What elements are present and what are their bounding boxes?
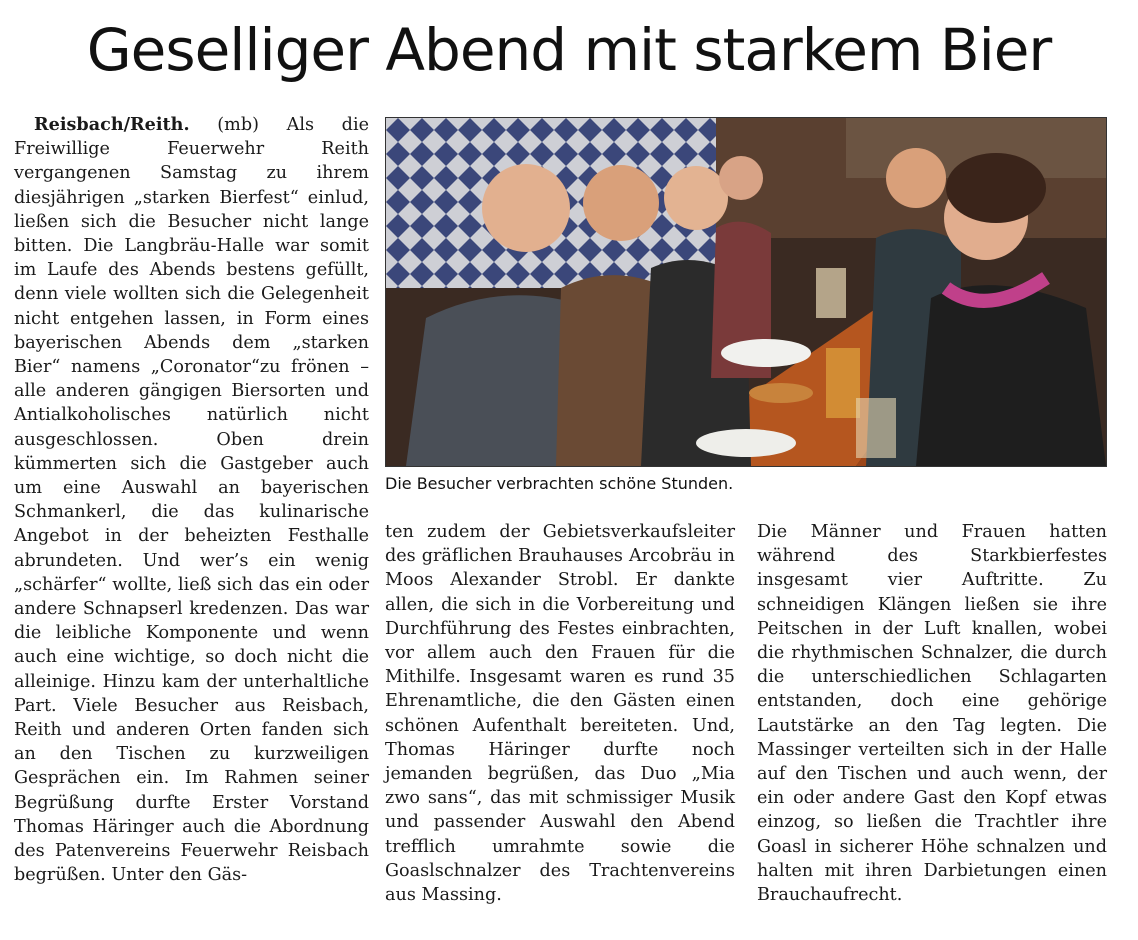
column-2-text: ten zudem der Gebietsverkaufsleiter des gräflichen Brauhauses Arcobräu in Moos Alexander Strobl. Er dankte allen, die sich in die Vorbereitung und Durchführung des Festes einbrachten, vor allem auch den Frauen für die Mithilfe. Insgesamt waren es rund 35 Ehrenamtliche, die den Gästen einen schönen Aufenthalt bereiteten. Und, Thomas Häringer durfte noch jemanden begrüßen, das Duo „Mia zwo sans“, das mit schmissiger Musik und passender Auswahl den Abend trefflich umrahmte sowie die Goaslschnalzer des Trachtenvereins aus Massing. [385, 522, 735, 906]
article-photo [385, 117, 1107, 467]
photo-caption: Die Besucher verbrachten schöne Stunden. [385, 474, 734, 493]
article-column-2 [385, 520, 735, 907]
photo-illustration [386, 118, 1106, 466]
column-3-text: Die Männer und Frauen hatten während des Starkbierfestes insgesamt vier Auftritte. Zu schneidigen Klängen ließen sie ihre Peitschen in der Luft knallen, wobei die rhythmischen Schnalzer, die durch die unterschiedlichen Schlagarten entstanden, doch eine gehörige Lautstärke an den Tag legten. Die Massinger verteilten sich in der Halle auf den Tischen und auch wenn, der ein oder andere Gast den Kopf etwas einzog, so ließen die Trachtler ihre Goasl in sicherer Höhe schnalzen und halten mit ihren Darbietungen einen Brauchaufrecht. [757, 522, 1107, 906]
article-column-3 [757, 520, 1107, 907]
headline: Geselliger Abend mit starkem Bier [86, 16, 1052, 84]
dateline: Reisbach/Reith. [34, 114, 190, 135]
lead-paragraph [14, 113, 369, 888]
lead-text: (mb) Als die Freiwillige Feuerwehr Reith vergangenen Samstag zu ihrem diesjährigen „starken Bierfest“ einlud, ließen sich die Besucher nicht lange bitten. Die Langbräu-Halle war somit im Laufe des Abends bestens gefüllt, denn viele wollten sich die Gelegenheit nicht entgehen lassen, in Form eines bayerischen Abends dem „starken Bier“ namens „Coronator“zu frönen – alle anderen gängigen Biersorten und Antialkoholisches natürlich nicht ausgeschlossen. Oben drein kümmerten sich die Gastgeber auch um eine Auswahl an bayerischen Schmankerl, die das kulinarische Angebot in der beheizten Festhalle abrundeten. Und wer’s ein wenig „schärfer“ wollte, ließ sich das ein oder andere Schnapserl kredenzen. Das war die leibliche Komponente und wenn auch eine wichtige, so doch nicht die alleinige. Hinzu kam der unterhaltliche Part. Viele Besucher aus Reisbach, Reith und anderen Orten fanden sich an den Tischen zu kurzweiligen Gesprächen ein. Im Rahmen seiner Begrüßung durfte Erster Vorstand Thomas Häringer auch die Abordnung des Patenvereins Feuerwehr Reisbach begrüßen. Unter den Gäs- [14, 115, 369, 886]
article-column-1 [14, 113, 369, 888]
